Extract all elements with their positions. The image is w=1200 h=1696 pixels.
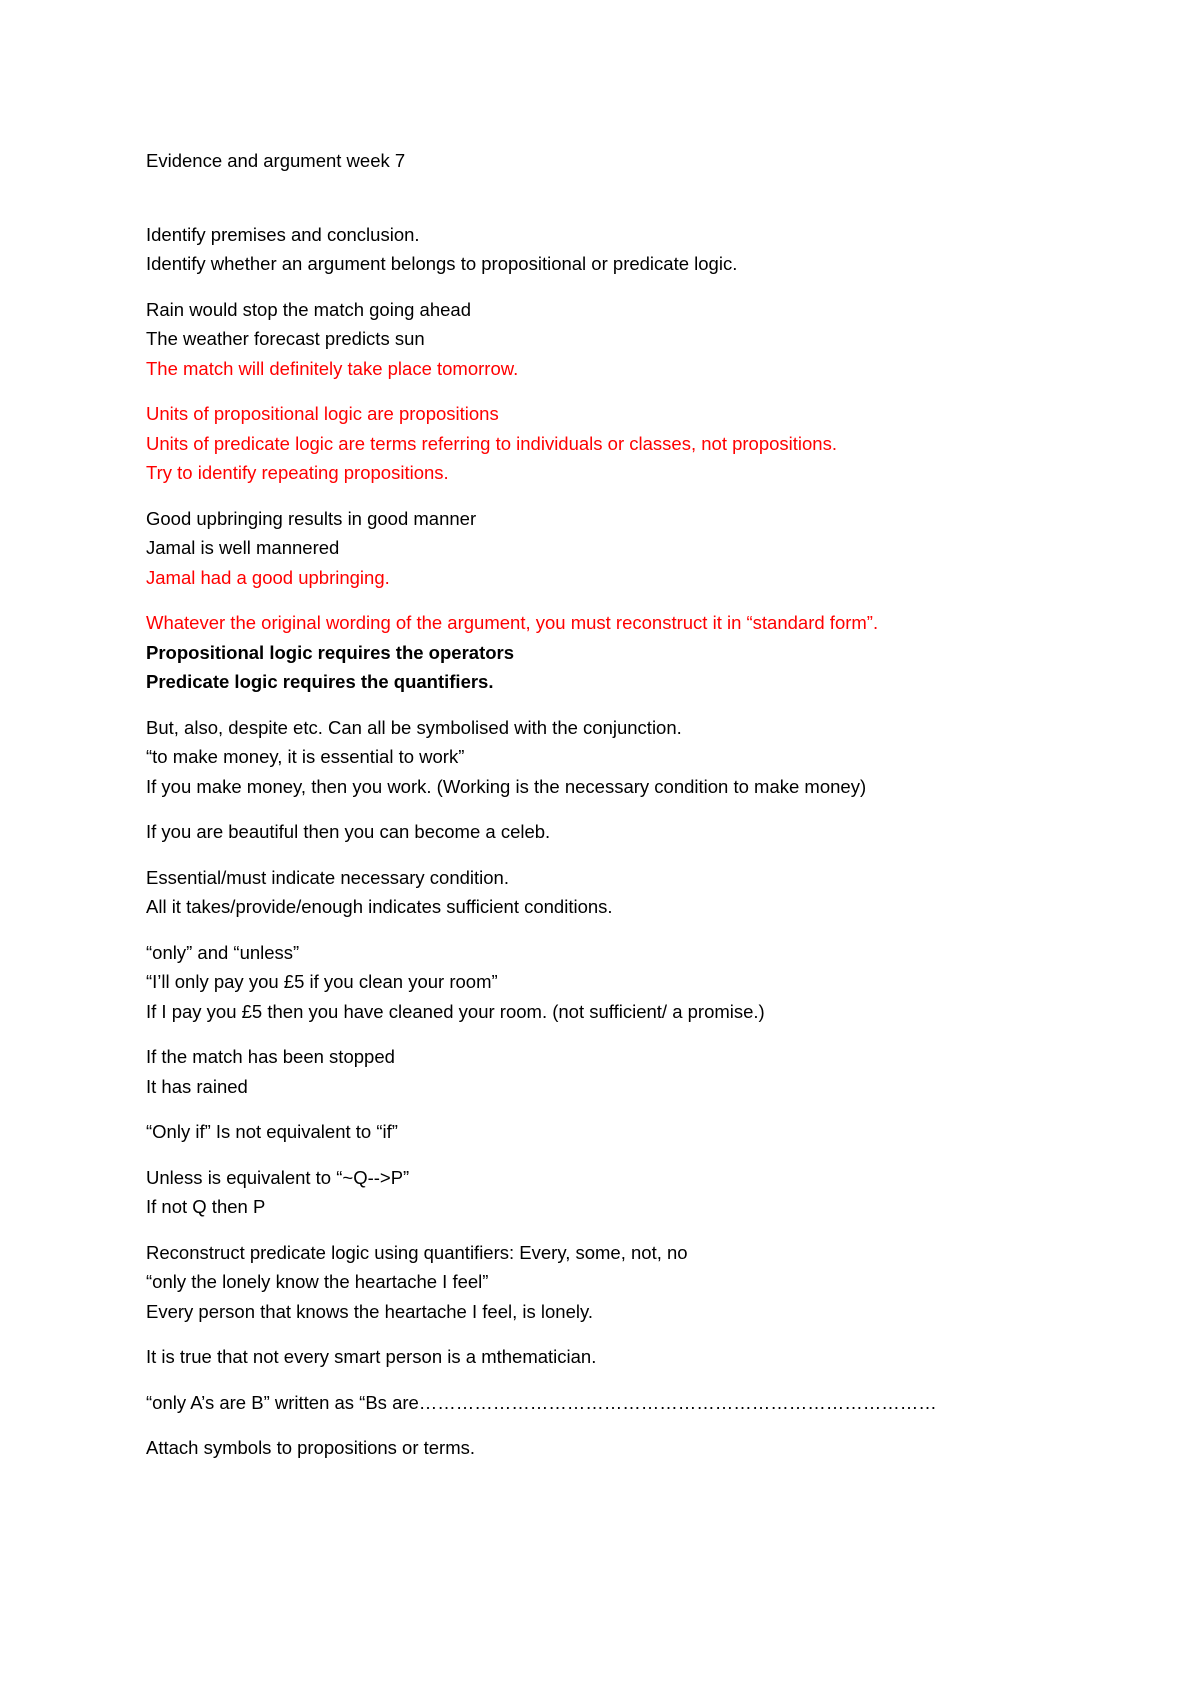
text-line: It has rained bbox=[146, 1075, 248, 1097]
text-line: Attach symbols to propositions or terms. bbox=[146, 1437, 476, 1458]
text-line: Whatever the original wording of the argument, you must reconstruct it in “standard form”. bbox=[146, 612, 879, 633]
document-title: Evidence and argument week 7 bbox=[146, 150, 406, 171]
text-line: “only the lonely know the heartache I feel” bbox=[146, 1271, 489, 1292]
paragraph bbox=[146, 1238, 1106, 1327]
text-line: Every person that knows the heartache I feel, is lonely. bbox=[146, 1300, 593, 1322]
text-line: Try to identify repeating propositions. bbox=[146, 462, 449, 483]
paragraph bbox=[146, 1388, 1106, 1418]
paragraph bbox=[146, 608, 1106, 697]
text-line: All it takes/provide/enough indicates sufficient conditions. bbox=[146, 896, 613, 917]
paragraph bbox=[146, 1342, 1106, 1372]
text-line: If you are beautiful then you can become a celeb. bbox=[146, 821, 551, 842]
paragraph bbox=[146, 295, 1106, 384]
text-line: Propositional logic requires the operators bbox=[146, 641, 515, 663]
text-line: Reconstruct predicate logic using quantifiers: Every, some, not, no bbox=[146, 1241, 688, 1263]
text-line: Predicate logic requires the quantifiers. bbox=[146, 671, 494, 692]
text-line: It is true that not every smart person is a mthematician. bbox=[146, 1346, 597, 1367]
text-line: “to make money, it is essential to work” bbox=[146, 746, 465, 767]
paragraph bbox=[146, 1433, 1106, 1463]
text-line: Jamal is well mannered bbox=[146, 537, 340, 558]
text-line: The match will definitely take place tomorrow. bbox=[146, 357, 519, 379]
text-line: If I pay you £5 then you have cleaned your room. (not sufficient/ a promise.) bbox=[146, 1000, 765, 1022]
text-line: “only” and “unless” bbox=[146, 941, 300, 963]
text-line: Rain would stop the match going ahead bbox=[146, 298, 471, 320]
paragraph bbox=[146, 863, 1106, 922]
text-line: If not Q then P bbox=[146, 1196, 266, 1217]
paragraph bbox=[146, 1042, 1106, 1101]
paragraph bbox=[146, 1163, 1106, 1222]
document-body bbox=[146, 146, 1106, 1479]
text-line: Unless is equivalent to “~Q-->P” bbox=[146, 1166, 410, 1188]
text-line: Units of propositional logic are propositions bbox=[146, 403, 499, 424]
text-line: “Only if” Is not equivalent to “if” bbox=[146, 1121, 398, 1142]
document-title-paragraph bbox=[146, 146, 1106, 176]
text-line: If the match has been stopped bbox=[146, 1046, 395, 1067]
paragraph bbox=[146, 504, 1106, 593]
paragraph bbox=[146, 399, 1106, 488]
text-line: Identify whether an argument belongs to propositional or predicate logic. bbox=[146, 253, 738, 274]
text-line: “I’ll only pay you £5 if you clean your room” bbox=[146, 971, 498, 992]
text-line: Jamal had a good upbringing. bbox=[146, 566, 390, 588]
text-line: Good upbringing results in good manner bbox=[146, 507, 477, 529]
paragraph bbox=[146, 1117, 1106, 1147]
paragraph bbox=[146, 220, 1106, 279]
text-line: Essential/must indicate necessary condition. bbox=[146, 866, 509, 888]
text-line: Units of predicate logic are terms referring to individuals or classes, not propositions. bbox=[146, 432, 837, 454]
document-paragraphs bbox=[146, 220, 1106, 1463]
paragraph bbox=[146, 713, 1106, 802]
paragraph bbox=[146, 938, 1106, 1027]
text-line: Identify premises and conclusion. bbox=[146, 223, 420, 245]
text-line: If you make money, then you work. (Working is the necessary condition to make money) bbox=[146, 775, 867, 797]
text-line: But, also, despite etc. Can all be symbolised with the conjunction. bbox=[146, 716, 682, 738]
text-line: “only A’s are B” written as “Bs are………………………………………………………………………… bbox=[146, 1391, 937, 1413]
paragraph bbox=[146, 817, 1106, 847]
text-line: The weather forecast predicts sun bbox=[146, 328, 425, 349]
